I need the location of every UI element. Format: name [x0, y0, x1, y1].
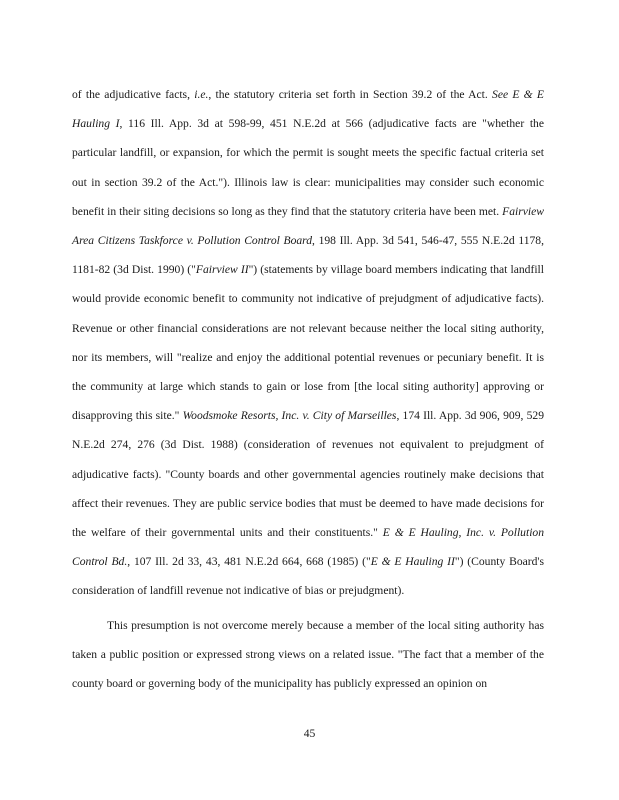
- text-run: , 116 Ill. App. 3d at 598-99, 451 N.E.2d at 566 (adjudicative facts are "whether the particular landfill, or expansion, for which the permit is sought meets the specific factual criteria set out in section 39.2 of the Act."). Illinois law is clear: municipalities may consider such economic benefit in their siting decisions so long as they find that the statutory criteria have been met.: [72, 117, 545, 218]
- text-run: , 174 Ill. App. 3d 906, 909, 529 N.E.2d 274, 276 (3d Dist. 1988) (consideration of revenues not equivalent to prejudgment of adjudicative facts). "County boards and other governmental agencies routinely make decisions that affect their revenues. They are public service bodies that must be deemed to have made decisions for the welfare of their governmental units and their constituents.": [72, 409, 544, 540]
- short-cite-fairview-ii: Fairview II: [195, 263, 249, 277]
- case-citation-ee-hauling-i: See E & E Hauling I: [72, 88, 544, 131]
- page-number: 45: [303, 727, 316, 740]
- short-cite-ee-hauling-ii: E & E Hauling II: [370, 555, 455, 569]
- paragraph-adjudicative-facts: [72, 80, 544, 606]
- text-run: ") (County Board's consideration of landfill revenue not indicative of bias or prejudgment).: [72, 555, 545, 598]
- case-citation-fairview: Fairview Area Citizens Taskforce v. Pollution Control Board: [72, 204, 544, 248]
- text-run: , 107 Ill. 2d 33, 43, 481 N.E.2d 664, 668 (1985) (": [127, 555, 371, 569]
- case-citation-woodsmoke: Woodsmoke Resorts, Inc. v. City of Marseilles: [182, 409, 397, 423]
- paragraph-presumption: [72, 611, 544, 699]
- text-run: of the adjudicative facts,: [72, 88, 195, 101]
- case-citation-ee-hauling-inc: E & E Hauling, Inc. v. Pollution Control Bd.: [72, 526, 545, 569]
- text-run: , the statutory criteria set forth in Section 39.2 of the Act.: [208, 88, 493, 101]
- text-run: This presumption is not overcome merely because a member of the local siting authority has taken a public position or expressed strong views on a related issue. "The fact that a member of the county board or governing body of the municipality has publicly expressed an opinion on: [72, 619, 544, 691]
- text-run: , 198 Ill. App. 3d 541, 546-47, 555 N.E.2d 1178, 1181-82 (3d Dist. 1990) (": [72, 234, 544, 277]
- text-run: ") (statements by village board members indicating that landfill would provide economic benefit to community not indicative of prejudgment of adjudicative facts). Revenue or other financial considerations are not relevant because neither the local siting authority, nor its members, will "realize and enjoy the additional potential revenues or pecuniary benefit. It is the community at large which stands to gain or lose from [the local siting authority] approving or disapproving this site.": [72, 263, 544, 423]
- italic-run: i.e.: [194, 88, 209, 101]
